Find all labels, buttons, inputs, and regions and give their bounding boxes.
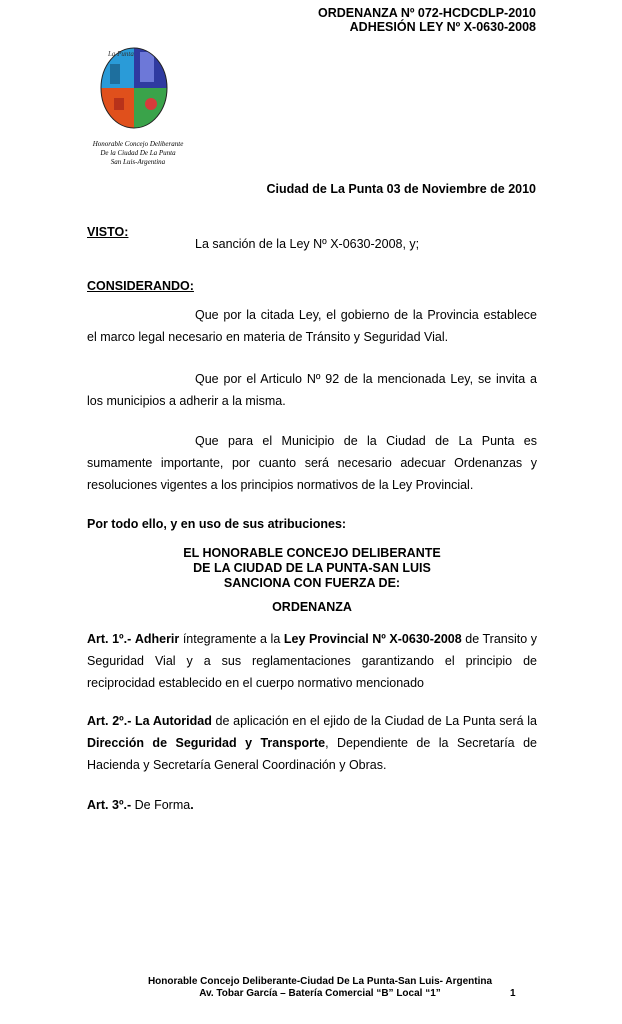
article-3 <box>87 798 194 812</box>
article-1-text: íntegramente a la <box>179 632 284 646</box>
footer-line: Honorable Concejo Deliberante-Ciudad De La Punta-San Luis- Argentina <box>147 976 493 987</box>
article-1-law: Ley Provincial Nº X-0630-2008 <box>283 632 462 646</box>
footer <box>100 976 540 1000</box>
considerando-paragraph-2: Que por el Articulo Nº 92 de la mencionada Ley, se invita a los municipios a adherir a la misma. <box>87 372 537 408</box>
article-3-label: Art. 3º.- <box>87 798 132 812</box>
sanciona-line: SANCIONA CON FUERZA DE: <box>223 576 401 590</box>
document-date: Ciudad de La Punta 03 de Noviembre de 2010 <box>266 182 536 196</box>
article-2-text: , Dependiente de la Secretaría de Hacienda y Secretaría General Coordinación y Obras. <box>87 736 537 772</box>
article-1-text: de Transito y Seguridad Vial y a sus reglamentaciones garantizando el principio de reciprocidad establecido en el cuerpo normativo mencionado <box>87 632 538 690</box>
visto-heading: VISTO: <box>87 225 129 239</box>
ordenanza-title: ORDENANZA <box>272 600 352 614</box>
article-2-entity: Dirección de Seguridad y Transporte <box>87 736 326 750</box>
article-2 <box>87 710 537 776</box>
article-2-text: de aplicación en el ejido de la Ciudad de La Punta será la <box>211 714 537 728</box>
considerando-paragraph-3: Que para el Municipio de la Ciudad de La Punta es sumamente importante, por cuanto será necesario adecuar Ordenanzas y resoluciones vigentes a los principios normativos de la Ley Provincial. <box>87 434 537 492</box>
svg-text:La Punta: La Punta <box>108 50 134 58</box>
logo-caption-line: Honorable Concejo Deliberante <box>92 140 184 148</box>
article-2-label: Art. 2º.- <box>87 714 132 728</box>
por-todo-ello: Por todo ello, y en uso de sus atribuciones: <box>87 517 347 531</box>
council-logo <box>96 42 172 134</box>
logo-caption-line: San Luis-Argentina <box>110 158 166 166</box>
article-3-text: De Forma <box>134 798 191 812</box>
considerando-paragraph-1: Que por la citada Ley, el gobierno de la Provincia establece el marco legal necesario en materia de Tránsito y Seguridad Vial. <box>87 308 537 344</box>
sanciona-line: EL HONORABLE CONCEJO DELIBERANTE <box>183 546 441 560</box>
document-subject: ADHESIÓN LEY Nº X-0630-2008 <box>349 20 536 34</box>
article-3-dot: . <box>190 798 194 812</box>
sanciona-line: DE LA CIUDAD DE LA PUNTA-SAN LUIS <box>193 561 431 575</box>
logo-caption-line: De la Ciudad De La Punta <box>100 149 176 157</box>
article-1-verb: Adherir <box>134 632 180 646</box>
article-2-subject: La Autoridad <box>135 714 212 728</box>
page-number: 1 <box>510 988 516 999</box>
article-1-label: Art. 1º.- <box>87 632 132 646</box>
visto-text: La sanción de la Ley Nº X-0630-2008, y; <box>195 237 420 251</box>
document-number: ORDENANZA Nº 072-HCDCDLP-2010 <box>317 6 536 20</box>
sanciona-block <box>87 546 537 591</box>
article-1 <box>87 628 537 694</box>
considerando-heading: CONSIDERANDO: <box>87 279 194 293</box>
footer-line: Av. Tobar García – Batería Comercial “B” Local “1” <box>199 988 441 999</box>
logo-caption <box>88 140 188 167</box>
